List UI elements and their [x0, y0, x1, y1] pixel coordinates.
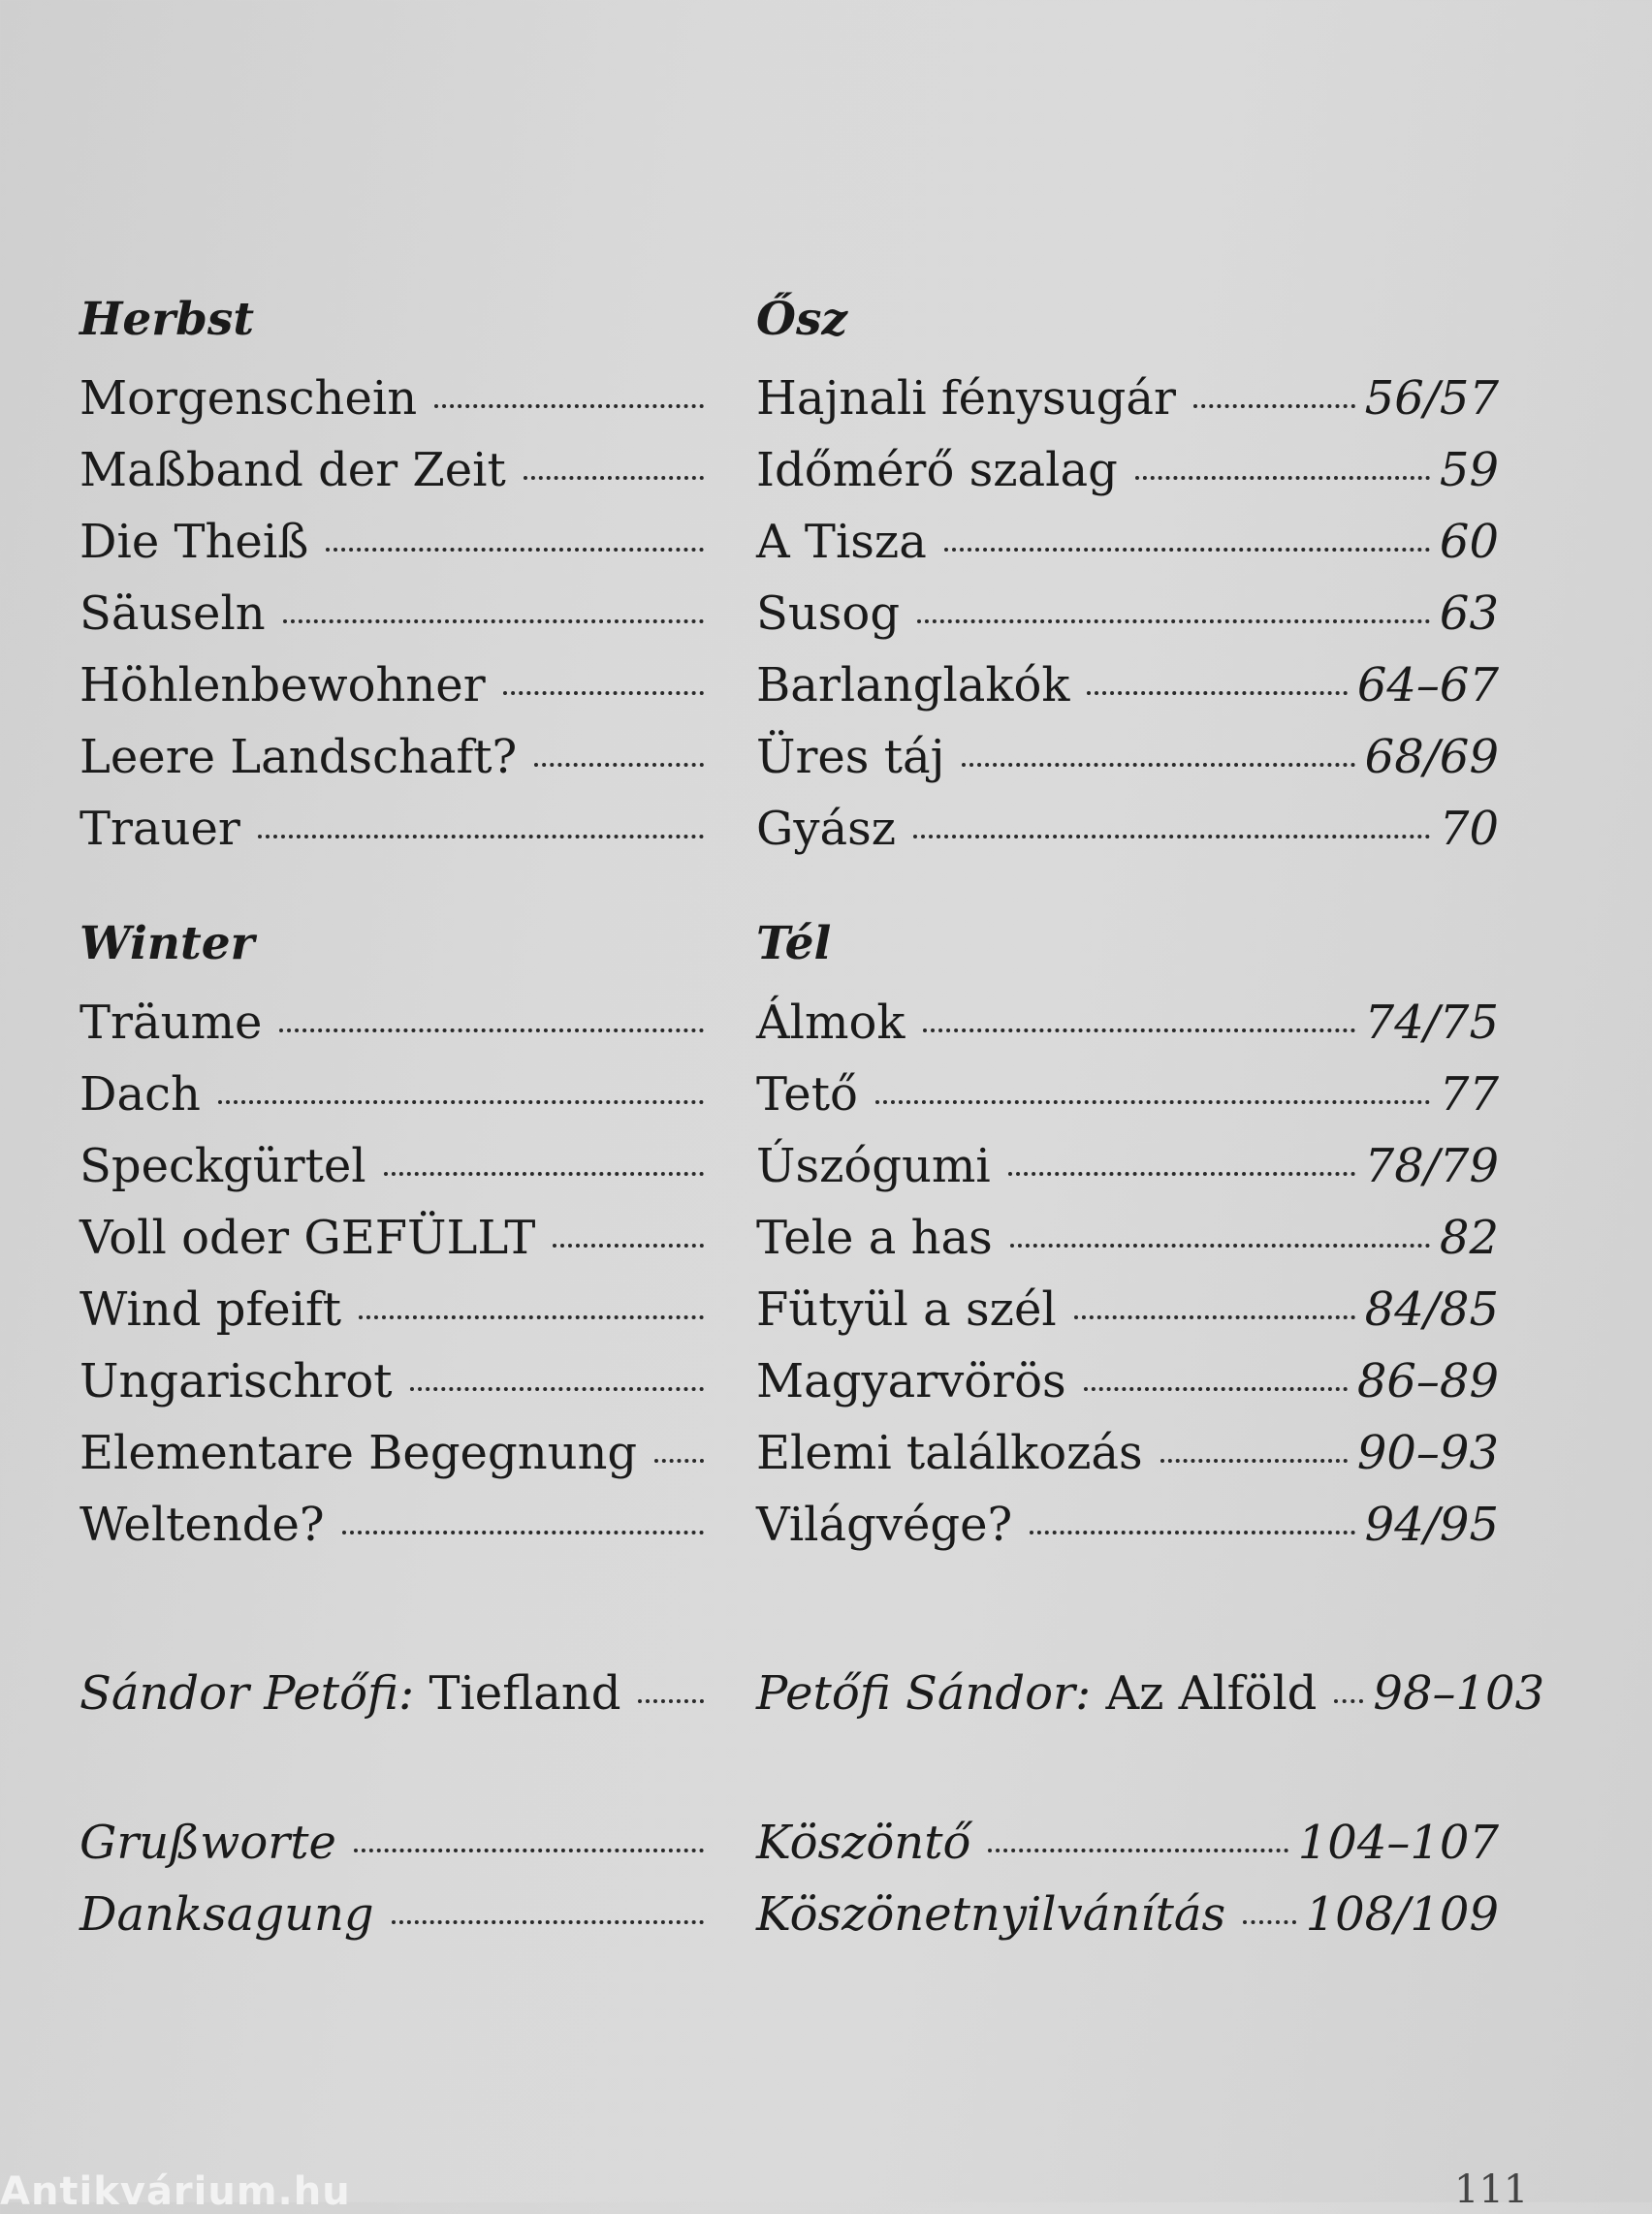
entry-title: Gyász	[756, 802, 896, 856]
poem-author: Petőfi Sándor:	[756, 1666, 1092, 1721]
entry-page: 108/109	[1305, 1887, 1499, 1942]
dot-leader	[524, 476, 704, 480]
entry-title	[79, 1658, 620, 1729]
entry-page: 84/85	[1364, 1282, 1499, 1337]
toc-entry	[79, 363, 714, 434]
toc-entry	[79, 1130, 714, 1202]
toc-entry	[756, 1345, 1499, 1417]
toc-entry	[756, 987, 1499, 1059]
toc-entry	[756, 721, 1499, 793]
entry-page: 68/69	[1364, 730, 1499, 784]
dot-leader	[944, 548, 1430, 552]
toc-entry-greetings	[756, 1807, 1499, 1879]
dot-leader	[1087, 691, 1347, 695]
entry-page: 63	[1439, 586, 1499, 641]
entry-title: Susog	[756, 586, 901, 641]
entry-page: 56/57	[1364, 371, 1499, 426]
toc-entry-thanks	[79, 1879, 714, 1950]
entry-title: Köszöntő	[756, 1816, 971, 1870]
watermark: Antikvárium.hu	[0, 2169, 351, 2214]
entry-title: Grußworte	[79, 1816, 336, 1870]
entry-title: A Tisza	[756, 515, 927, 569]
entry-page: 90–93	[1356, 1426, 1499, 1480]
dot-leader	[410, 1387, 704, 1391]
toc-entry-thanks	[756, 1879, 1499, 1950]
dot-leader	[1074, 1315, 1355, 1319]
entry-title: Barlanglakók	[756, 658, 1070, 712]
entry-title: Ungarischrot	[79, 1354, 393, 1408]
dot-leader	[1160, 1459, 1348, 1463]
toc-entry	[756, 578, 1499, 649]
poem-author: Sándor Petőfi:	[79, 1666, 415, 1721]
dot-leader	[354, 1849, 704, 1852]
toc-entry	[79, 987, 714, 1059]
dot-leader	[1334, 1699, 1363, 1703]
dot-leader	[392, 1920, 704, 1924]
dot-leader	[258, 835, 704, 838]
dot-leader	[553, 1244, 704, 1248]
toc-entry	[756, 793, 1499, 865]
dot-leader	[638, 1699, 704, 1703]
dot-leader	[875, 1100, 1430, 1104]
entry-title: Leere Landschaft?	[79, 730, 518, 784]
winter-heading-hu: Tél	[756, 917, 832, 970]
entry-title: Höhlenbewohner	[79, 658, 486, 712]
entry-title: Die Theiß	[79, 515, 309, 569]
entry-title: Träume	[79, 996, 263, 1050]
toc-entry	[79, 1417, 714, 1489]
entry-page: 77	[1439, 1067, 1499, 1122]
toc-entry	[756, 1274, 1499, 1345]
entry-title: Üres táj	[756, 730, 945, 784]
entry-title: Álmok	[756, 996, 905, 1050]
toc-entry	[79, 578, 714, 649]
dot-leader	[326, 548, 704, 552]
entry-title: Elementare Begegnung	[79, 1426, 638, 1480]
dot-leader	[913, 835, 1430, 838]
entry-title: Úszógumi	[756, 1139, 991, 1193]
toc-entry-poem	[756, 1658, 1545, 1729]
entry-title: Időmérő szalag	[756, 443, 1118, 497]
toc-entry	[756, 506, 1499, 578]
dot-leader	[1010, 1244, 1430, 1248]
entry-title: Elemi találkozás	[756, 1426, 1143, 1480]
entry-title: Tető	[756, 1067, 858, 1122]
entry-page: 60	[1439, 515, 1499, 569]
toc-entry	[756, 1059, 1499, 1130]
entry-page: 86–89	[1356, 1354, 1499, 1408]
entry-page: 98–103	[1373, 1666, 1545, 1721]
dot-leader	[1193, 404, 1355, 408]
entry-title: Dach	[79, 1067, 201, 1122]
dot-leader	[1243, 1920, 1295, 1924]
entry-title: Világvége?	[756, 1498, 1013, 1552]
entry-title: Fütyül a szél	[756, 1282, 1057, 1337]
poem-title: Tiefland	[429, 1666, 621, 1721]
dot-leader	[654, 1459, 704, 1463]
toc-entry	[79, 1202, 714, 1274]
entry-page: 94/95	[1364, 1498, 1499, 1552]
dot-leader	[279, 1028, 704, 1032]
toc-entry	[756, 1202, 1499, 1274]
german-column	[79, 291, 714, 1950]
winter-heading-de: Winter	[79, 917, 255, 970]
autumn-heading-de: Herbst	[79, 293, 255, 346]
entry-title: Trauer	[79, 802, 240, 856]
dot-leader	[534, 763, 704, 767]
entry-title	[756, 1658, 1317, 1729]
dot-leader	[962, 763, 1354, 767]
dot-leader	[1030, 1531, 1354, 1534]
entry-title: Säuseln	[79, 586, 266, 641]
dot-leader	[503, 691, 704, 695]
dot-leader	[1084, 1387, 1348, 1391]
toc-entry	[79, 1274, 714, 1345]
entry-title: Danksagung	[79, 1887, 374, 1942]
entry-page: 104–107	[1297, 1816, 1499, 1870]
dot-leader	[434, 404, 704, 408]
dot-leader	[923, 1028, 1355, 1032]
toc-entry	[756, 1489, 1499, 1561]
dot-leader	[988, 1849, 1287, 1852]
toc-entry	[756, 1130, 1499, 1202]
dot-leader	[384, 1172, 704, 1176]
toc-entry	[79, 649, 714, 721]
dot-leader	[1135, 476, 1430, 480]
entry-page: 64–67	[1356, 658, 1499, 712]
poem-title: Az Alföld	[1105, 1666, 1318, 1721]
entry-page: 78/79	[1364, 1139, 1499, 1193]
entry-title: Morgenschein	[79, 371, 418, 426]
toc-entry	[79, 793, 714, 865]
toc-entry	[756, 1417, 1499, 1489]
toc-entry	[79, 1489, 714, 1561]
dot-leader	[283, 619, 704, 623]
entry-page: 70	[1439, 802, 1499, 856]
entry-title: Weltende?	[79, 1498, 325, 1552]
toc-entry	[79, 1059, 714, 1130]
dot-leader	[359, 1315, 704, 1319]
toc-entry	[79, 434, 714, 506]
entry-page: 82	[1439, 1211, 1499, 1265]
toc-entry	[756, 434, 1499, 506]
entry-page: 74/75	[1364, 996, 1499, 1050]
entry-title: Tele a has	[756, 1211, 993, 1265]
entry-title: Köszönetnyilvánítás	[756, 1887, 1226, 1942]
dot-leader	[917, 619, 1430, 623]
toc-entry	[756, 649, 1499, 721]
entry-title: Voll oder GEFÜLLT	[79, 1211, 536, 1265]
toc-entry-greetings	[79, 1807, 714, 1879]
entry-title: Maßband der Zeit	[79, 443, 506, 497]
entry-page: 59	[1439, 443, 1499, 497]
hungarian-column	[756, 291, 1545, 1950]
entry-title: Wind pfeift	[79, 1282, 342, 1337]
autumn-heading-hu: Ősz	[756, 293, 848, 346]
dot-leader	[218, 1100, 704, 1104]
toc-entry	[756, 363, 1499, 434]
entry-title: Hajnali fénysugár	[756, 371, 1176, 426]
toc-entry-poem	[79, 1658, 714, 1729]
toc-entry	[79, 506, 714, 578]
toc-entry	[79, 1345, 714, 1417]
dot-leader	[342, 1531, 704, 1534]
dot-leader	[1008, 1172, 1355, 1176]
entry-title: Magyarvörös	[756, 1354, 1066, 1408]
page-number: 111	[1454, 2167, 1529, 2212]
toc-entry	[79, 721, 714, 793]
entry-title: Speckgürtel	[79, 1139, 366, 1193]
